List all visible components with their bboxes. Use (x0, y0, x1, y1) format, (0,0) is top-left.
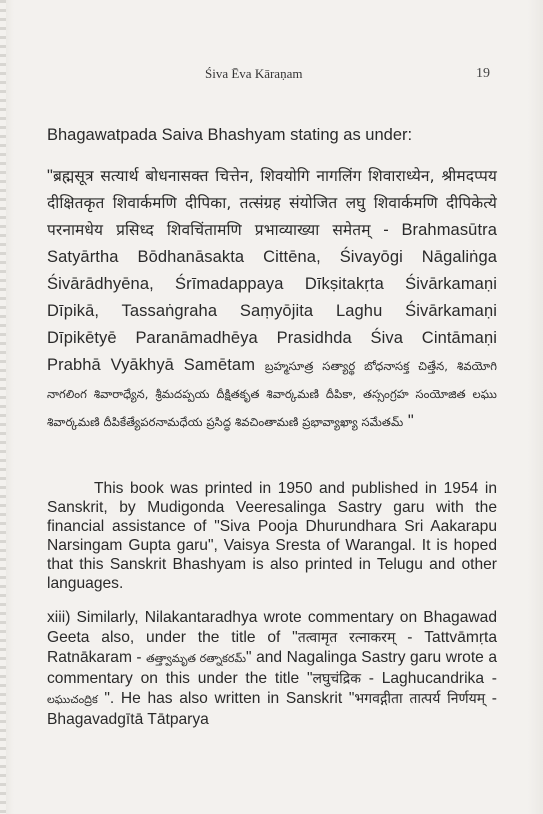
page-body (47, 124, 497, 730)
p3-text-2: - Tattvāmṛta Ratnākaram - (47, 628, 498, 667)
page-header (0, 66, 543, 86)
paragraph-xiii (47, 608, 497, 730)
p3-telugu-1: తత్త్వామృత రత్నాకరమ్ (146, 652, 247, 666)
quote-telugu: బ్రహ్మసూత్ర సత్యార్థ బోధనాసక్త చిత్తేన, శివయోగి నాగలింగ శివారాధ్యేన, శ్రీమదప్పయ దీక్షితకృత శివార్కమణి దీపికా, తస్సంగ్రహ సంయోజిత లఘు శివార్కమణి దీపికేత్యేపరనామధేయ ప్రసిద్ధ శివచింతామణి ప్రభావ్యాఖ్యా సమేతమ్ (47, 359, 497, 429)
quote-close: " (403, 412, 414, 430)
p3-devanagari-1: तत्वामृत रत्नाकरम् (297, 629, 396, 646)
running-head: Śiva Ēva Kāraṇam (205, 66, 303, 81)
p3-devanagari-2: लघुचंद्रिक (312, 670, 361, 687)
p3-telugu-2: లఘుచంద్రిక (47, 693, 98, 707)
p3-text-3: " and Nagalinga Sastry garu wrote a commentary on this under the title " (47, 649, 497, 687)
quote-separator: - (370, 221, 402, 239)
sanskrit-quote (47, 163, 497, 436)
perforated-edge (0, 0, 6, 814)
p3-text-4: - Laghucandrika - (360, 669, 497, 687)
quote-open: " (47, 167, 53, 185)
quote-transliteration: Brahmasūtra Satyārtha Bōdhanāsakta Cittēna, Śivayōgi Nāgaliṅga Śivārādhyēna, Śrīmadappaya Dīkṣitakṛta Śivārkamaṇi Dīpikā, Tassaṅgraha Saṃyōjita Laghu Śivārkamaṇi Dīpikētyē Paranāmadhēya Prasidhda Śiva Cintāmaṇi Prabhā Vyākhyā Samētam (47, 221, 498, 374)
intro-line: Bhagawatpada Saiva Bhashyam stating as under: (47, 126, 413, 144)
p3-text-1: xiii) Similarly, Nilakantaradhya wrote commentary on Bhagawad Geeta also, under the title of " (47, 609, 497, 646)
p3-text-6: - Bhagavadgītā Tātparya (47, 690, 497, 728)
page-number: 19 (476, 66, 490, 81)
quote-devanagari: ब्रह्मसूत्र सत्यार्थ बोधनासक्त चित्तेन, शिवयोगि नागलिंग शिवाराध्येन, श्रीमदप्पय दीक्षितकृत शिवार्कमणि दीपिका, तत्संग्रह संयोजित लघु शिवार्कमणि दीपिकेत्ये परनामधेय प्रसिध्द शिवचिंतामणि प्रभाव्याख्या समेतम् (47, 167, 497, 239)
quote-separator-2 (255, 356, 265, 374)
p3-text-5: ". He has also written in Sanskrit " (97, 690, 355, 708)
paragraph-publication: This book was printed in 1950 and published in 1954 in Sanskrit, by Mudigonda Veeresalinga Sastry garu with the financial assistance of "Siva Pooja Dhurundhara Sri Aakarapu Narsingam Gupta garu", Vaisya Sresta of Warangal. It is hoped that this Sanskrit Bhashyam is also printed in Telugu and other languages. (47, 480, 497, 592)
p3-devanagari-3: भगवद्गीता तात्पर्य निर्णयम् (354, 691, 486, 708)
